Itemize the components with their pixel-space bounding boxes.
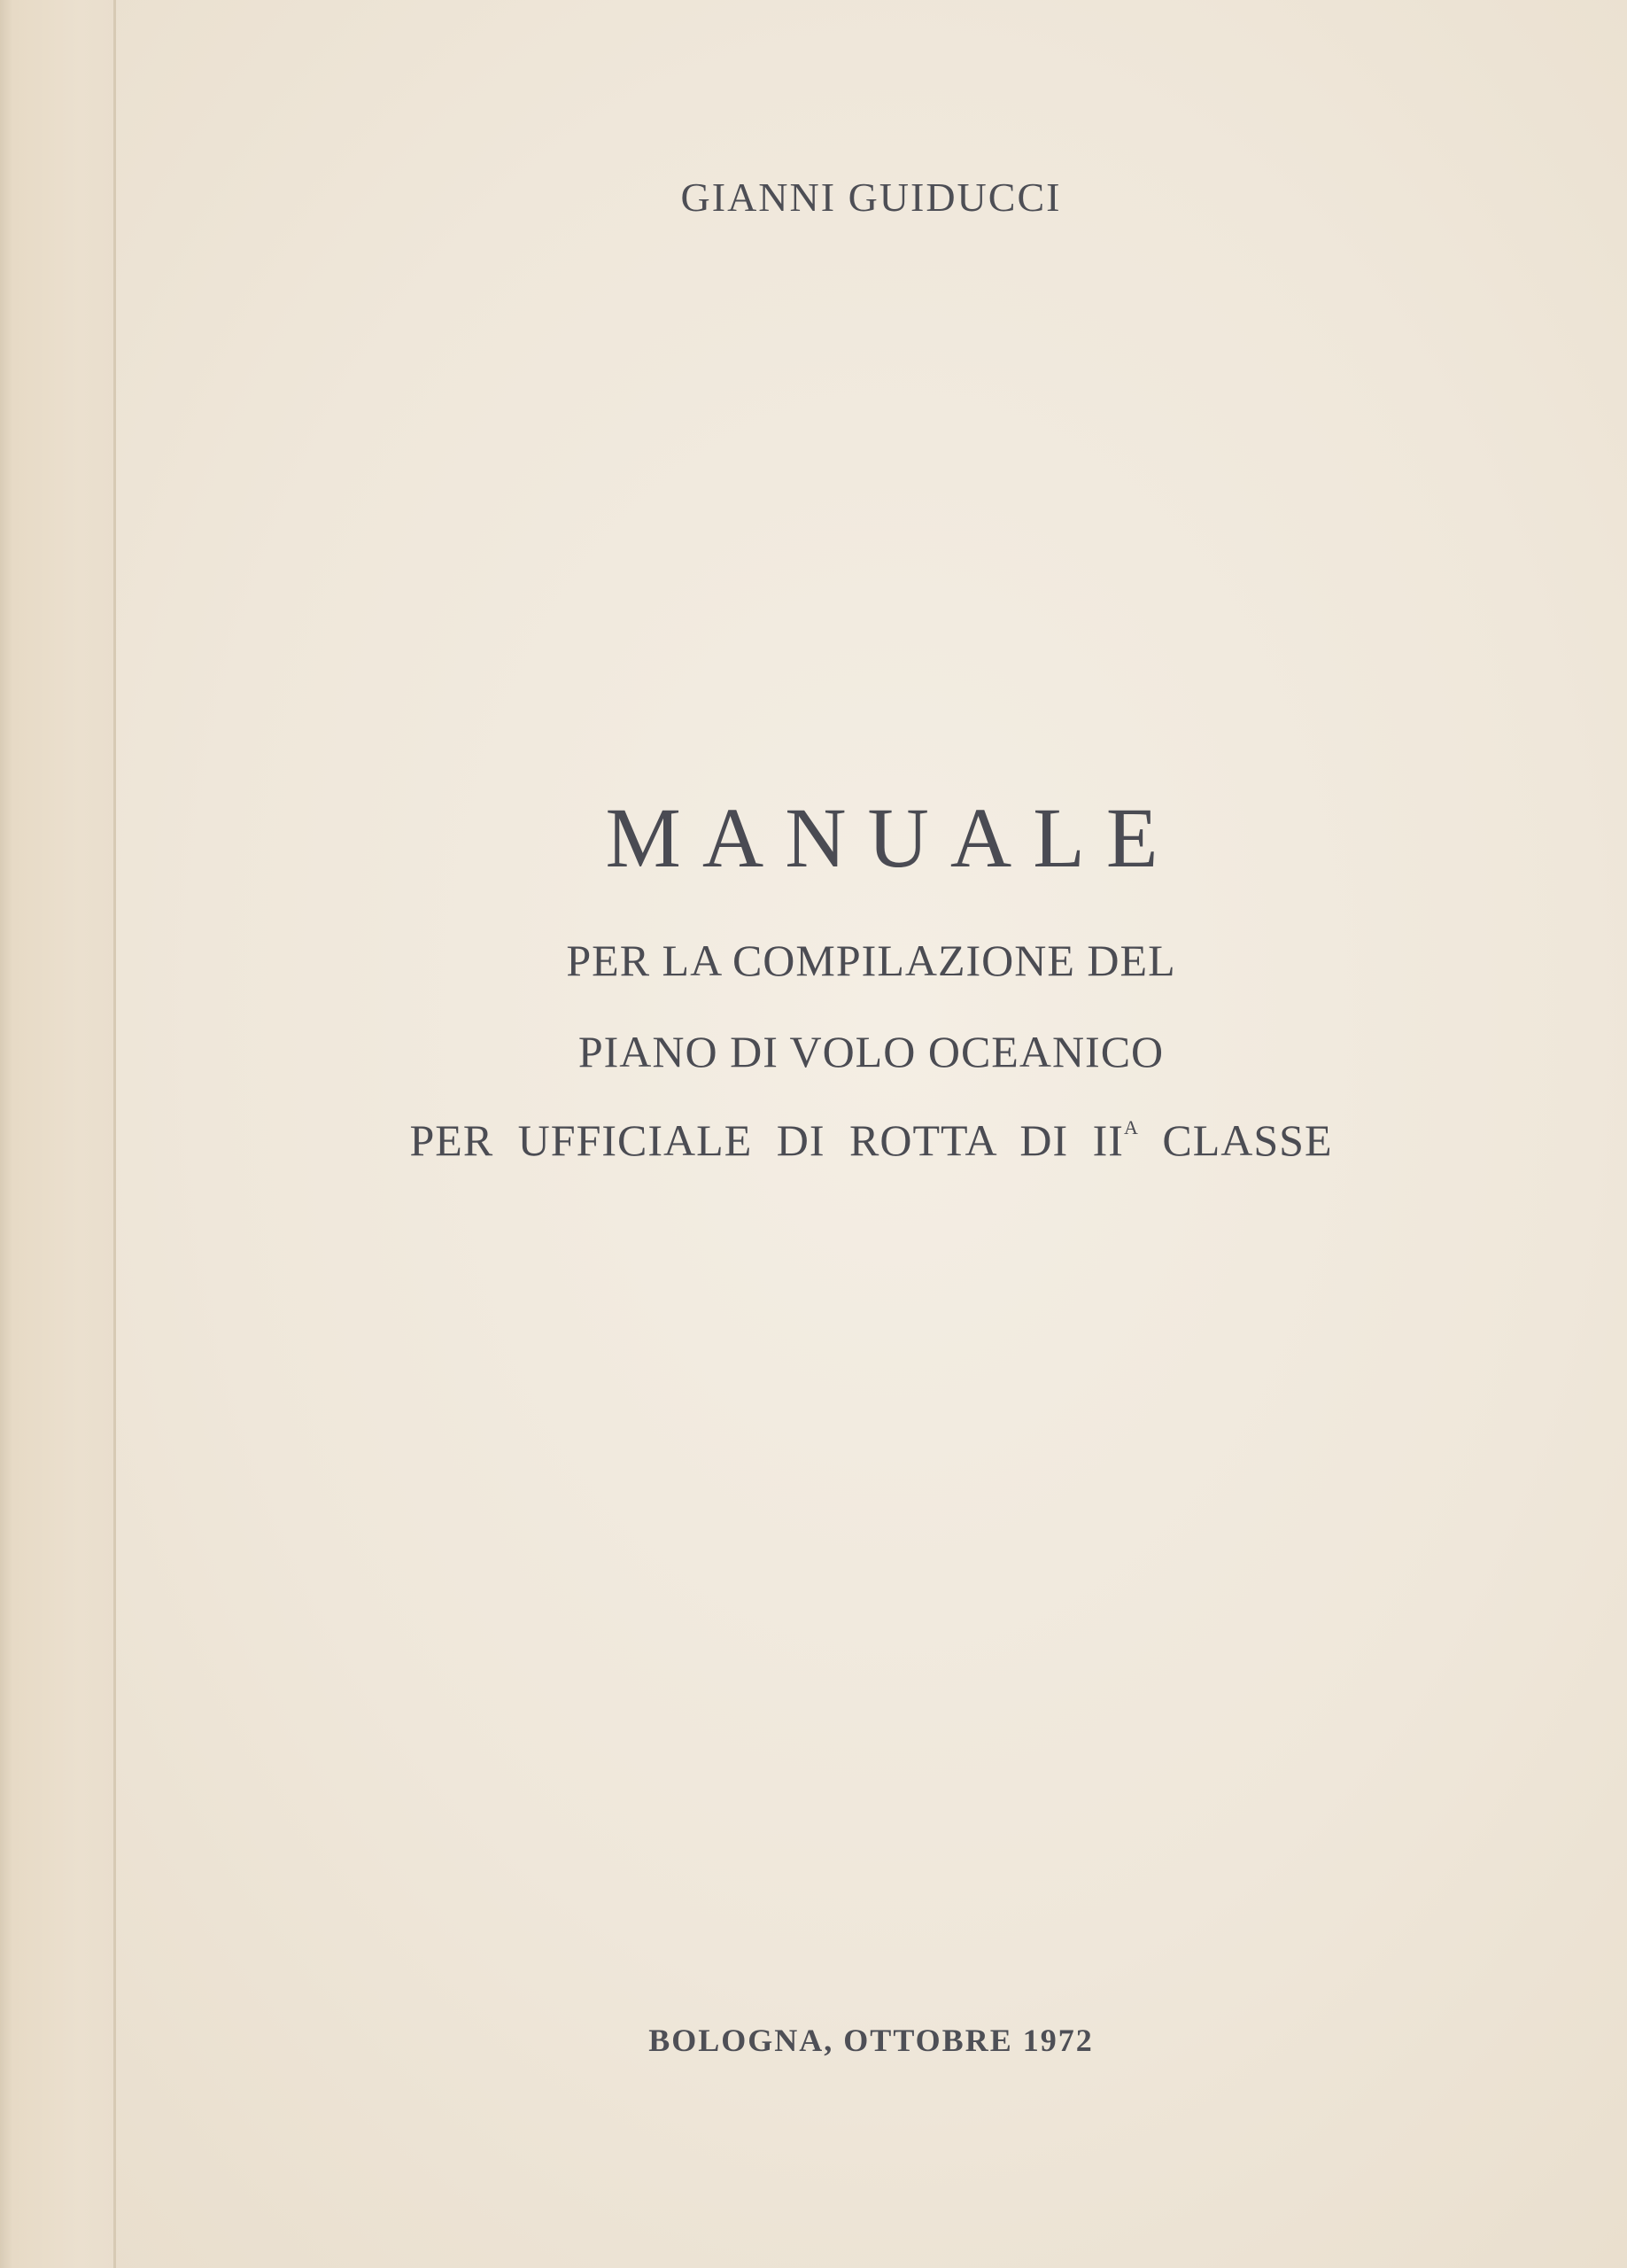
subtitle-line-2: PIANO DI VOLO OCEANICO (577, 1027, 1165, 1076)
subtitle-line-1: PER LA COMPILAZIONE DEL (566, 936, 1176, 985)
place-and-date: BOLOGNA, OTTOBRE 1972 (648, 2023, 1094, 2058)
binding-strip (0, 0, 115, 2268)
subtitle-line-3-main: PER UFFICIALE DI ROTTA DI II (409, 1115, 1124, 1165)
book-title: MANUALE (605, 790, 1180, 885)
subtitle-line-3-tail: CLASSE (1137, 1115, 1333, 1165)
page-edge-shadow (0, 0, 12, 2268)
author-name: GIANNI GUIDUCCI (680, 175, 1062, 220)
subtitle-line-3 (115, 1115, 1627, 1166)
ordinal-superscript: A (1123, 1116, 1138, 1138)
